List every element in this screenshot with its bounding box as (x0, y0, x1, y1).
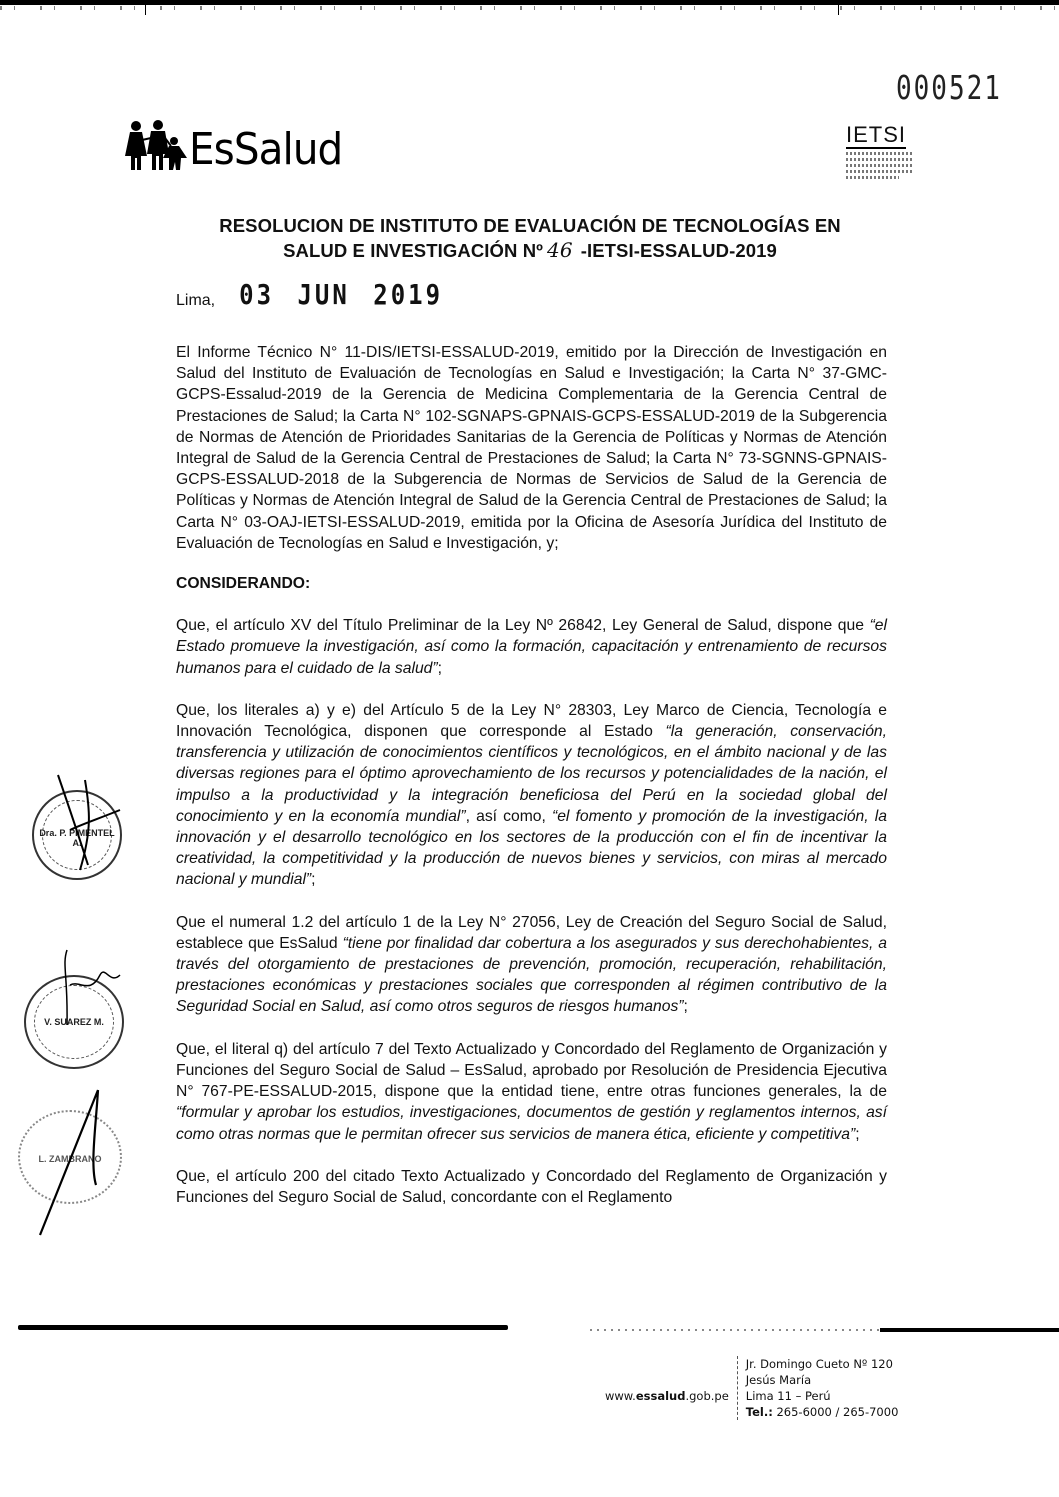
signature-mark (40, 770, 130, 880)
footer-website: www.essalud.gob.pe (605, 1389, 729, 1403)
footer-divider-line (880, 1328, 1059, 1332)
official-seal: L. ZAMBRANO (18, 1110, 122, 1204)
date-line (176, 278, 444, 311)
document-body (176, 342, 887, 1229)
scan-border-top (0, 0, 1059, 5)
footer-phone: Tel.: 265-6000 / 265-7000 (745, 1405, 899, 1419)
signature-mark (50, 945, 140, 1045)
scan-noise (0, 6, 1059, 10)
ietsi-logo (846, 124, 912, 182)
footer-divider-line (18, 1325, 508, 1330)
footer-address: Jr. Domingo Cueto Nº 120 Jesús María Lima 11 – Perú Tel.: 265-6000 / 265-7000 (745, 1357, 899, 1419)
considerando-paragraph: Que, el artículo 200 del citado Texto Actualizado y Concordado del Reglamento de Organización y Funciones del Seguro Social de Salud, concordante con el Reglamento (176, 1167, 887, 1206)
scan-tick (838, 5, 839, 15)
resolution-title (150, 213, 910, 263)
signature-mark (30, 1085, 110, 1245)
date-label: Lima, (176, 292, 216, 309)
essalud-logo (125, 120, 356, 175)
intro-paragraph: El Informe Técnico N° 11-DIS/IETSI-ESSALUD-2019, emitido por la Dirección de Investigación en Salud del Instituto de Evaluación de Tecnologías en Salud e Investigación; la Carta N° 37-GMC-GCPS-Essalud-2019 de la Gerencia de Medicina Complementaria de la Gerencia Central de Prestaciones de Salud; la Carta N° 102-SGNAPS-GPNAIS-GCPS-ESSALUD-2019 de la Subgerencia de Normas de Atención de Prioridades Sanitarias de la Gerencia de Políticas y Normas de Atención Integral de Salud de la Gerencia Central de Prestaciones de Salud; la Carta N° 73-SGNNS-GPNAIS-GCPS-ESSALUD-2018 de la Subgerencia de Normas de Servicios de Salud de la Gerencia de Políticas y Normas de Atención Integral de Salud de la Gerencia Central de Prestaciones de Salud; la Carta N° 03-OAJ-IETSI-ESSALUD-2019, emitida por la Oficina de Asesoría Jurídica del Instituto de Evaluación de Tecnologías en Salud e Investigación, y; (176, 344, 887, 552)
considerando-heading: CONSIDERANDO: (176, 575, 311, 593)
official-seal: V. SUAREZ M. (24, 975, 124, 1069)
ietsi-subtitle (846, 152, 912, 179)
logo-wordmark: EsSalud (189, 124, 343, 175)
ietsi-wordmark: IETSI (846, 122, 907, 147)
family-figures-icon (125, 120, 187, 172)
footer (605, 1356, 898, 1420)
title-line-1: RESOLUCION DE INSTITUTO DE EVALUACIÓN DE TECNOLOGÍAS EN (219, 215, 841, 236)
date-stamp: 03 JUN 2019 (239, 278, 444, 311)
considerando-paragraph: Que, los literales a) y e) del Artículo 5 de la Ley N° 28303, Ley Marco de Ciencia, Tecnología e Innovación Tecnológica, disponen que corresponde al Estado “la generación, conservación, transferencia y utilización de conocimientos científicos y tecnológicos, en el ámbito nacional y de las diversas regiones para el óptimo aprovechamiento de los recursos y potencialidades de la nación, el impulso a la productividad y la integración beneficiosa del Perú en la sociedad global del conocimiento y en la economía mundial”, así como, “el fomento y promoción de la investigación, la innovación y el desarrollo tecnológico en los sectores de la producción con el fin de incentivar la creatividad, la competitividad y la producción de nuevos bienes y servicios, con miras al mercado nacional y mundial”; (176, 701, 887, 889)
folio-number: 000521 (896, 70, 1002, 108)
title-line-2: SALUD E INVESTIGACIÓN Nº 46 -IETSI-ESSALUD-2019 (283, 238, 777, 262)
official-seal: Dra. P. PIMENTEL A. (32, 790, 122, 880)
considerando-paragraph: Que el numeral 1.2 del artículo 1 de la Ley N° 27056, Ley de Creación del Seguro Social de Salud, establece que EsSalud “tiene por finalidad dar cobertura a los asegurados y sus derechohabientes, a través del otorgamiento de prestaciones de prevención, promoción, recuperación, rehabilitación, prestaciones económicas y prestaciones sociales que corresponden al régimen contributivo de la Seguridad Social en Salud, así como otros seguros de riesgos humanos”; (176, 913, 887, 1016)
considerando-paragraph: Que, el literal q) del artículo 7 del Texto Actualizado y Concordado del Reglamento de Organización y Funciones del Seguro Social de Salud – EsSalud, aprobado por Resolución de Presidencia Ejecutiva N° 767-PE-ESSALUD-2015, dispone que la entidad tiene, entre otras funciones generales, la de “formular y aprobar los estudios, investigaciones, documentos de gestión y reglamentos internos, así como otras normas que le permitan ofrecer sus servicios de manera ética, eficiente y competitiva”; (176, 1040, 887, 1143)
scan-tick (145, 5, 146, 15)
considerando-paragraph: Que, el artículo XV del Título Preliminar de la Ley Nº 26842, Ley General de Salud, dispone que “el Estado promueve la investigación, así como la formación, capacitación y entrenamiento de recursos humanos para el cuidado de la salud”; (176, 617, 887, 677)
handwritten-resolution-number: 46 (547, 238, 573, 262)
footer-separator (737, 1356, 738, 1420)
footer-divider-dots (590, 1329, 880, 1331)
